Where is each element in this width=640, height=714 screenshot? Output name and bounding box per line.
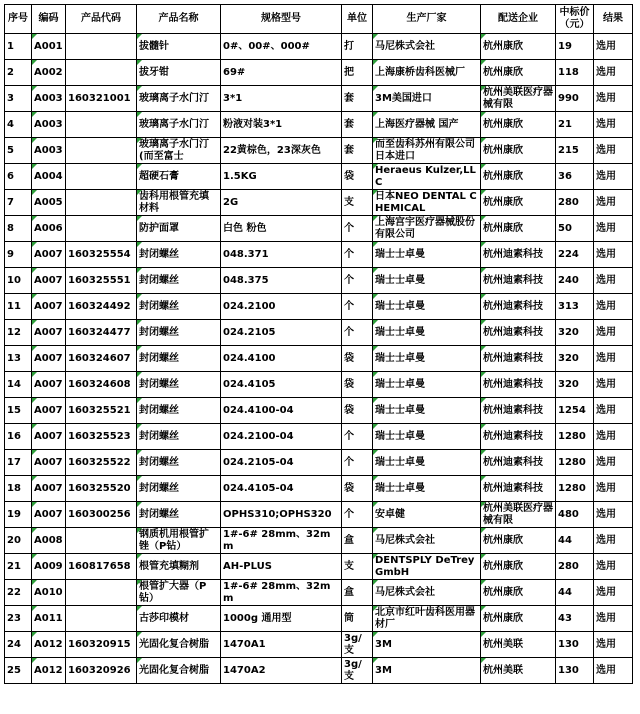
cell-price: 130 <box>556 632 594 658</box>
cell-result: 选用 <box>594 34 633 60</box>
cell-code: A005 <box>32 190 66 216</box>
cell-product-code: 160324608 <box>66 372 137 398</box>
table-row <box>5 346 633 372</box>
cell-name: 封闭螺丝 <box>137 372 221 398</box>
cell-name: 拔牙钳 <box>137 60 221 86</box>
cell-manufacturer: 而至齿科苏州有限公司日本进口 <box>373 138 481 164</box>
cell-name: 封闭螺丝 <box>137 242 221 268</box>
cell-code: A006 <box>32 216 66 242</box>
cell-code: A007 <box>32 242 66 268</box>
cell-distributor: 杭州康欣 <box>481 580 556 606</box>
cell-product-code: 160325522 <box>66 450 137 476</box>
cell-result: 选用 <box>594 60 633 86</box>
cell-unit: 个 <box>342 502 373 528</box>
cell-product-code <box>66 528 137 554</box>
cell-code: A010 <box>32 580 66 606</box>
cell-code: A008 <box>32 528 66 554</box>
cell-unit: 筒 <box>342 606 373 632</box>
cell-seq: 7 <box>5 190 32 216</box>
cell-product-code: 160325551 <box>66 268 137 294</box>
cell-manufacturer: 3M <box>373 632 481 658</box>
table-row <box>5 242 633 268</box>
cell-distributor: 杭州美联 <box>481 658 556 684</box>
cell-unit: 盒 <box>342 580 373 606</box>
cell-unit: 个 <box>342 242 373 268</box>
cell-seq: 11 <box>5 294 32 320</box>
cell-manufacturer: 3M美国进口 <box>373 86 481 112</box>
cell-name: 封闭螺丝 <box>137 502 221 528</box>
table-row <box>5 476 633 502</box>
cell-code: A007 <box>32 398 66 424</box>
cell-product-code <box>66 606 137 632</box>
cell-unit: 个 <box>342 320 373 346</box>
cell-seq: 19 <box>5 502 32 528</box>
table-row <box>5 86 633 112</box>
cell-product-code: 160300256 <box>66 502 137 528</box>
cell-unit: 3g/支 <box>342 632 373 658</box>
cell-seq: 17 <box>5 450 32 476</box>
cell-spec: 024.4105 <box>221 372 342 398</box>
cell-spec: 048.375 <box>221 268 342 294</box>
cell-distributor: 杭州康欣 <box>481 164 556 190</box>
cell-unit: 套 <box>342 112 373 138</box>
cell-code: A007 <box>32 320 66 346</box>
cell-product-code: 160324477 <box>66 320 137 346</box>
cell-manufacturer: 安卓健 <box>373 502 481 528</box>
cell-result: 选用 <box>594 398 633 424</box>
cell-seq: 10 <box>5 268 32 294</box>
cell-seq: 13 <box>5 346 32 372</box>
cell-product-code: 160320915 <box>66 632 137 658</box>
cell-code: A007 <box>32 372 66 398</box>
cell-spec: 粉液对装3*1 <box>221 112 342 138</box>
cell-seq: 24 <box>5 632 32 658</box>
cell-distributor: 杭州康欣 <box>481 34 556 60</box>
cell-code: A007 <box>32 268 66 294</box>
cell-seq: 2 <box>5 60 32 86</box>
cell-spec: 024.4100-04 <box>221 398 342 424</box>
header-unit: 单位 <box>342 5 373 34</box>
table-row <box>5 268 633 294</box>
cell-seq: 4 <box>5 112 32 138</box>
cell-seq: 3 <box>5 86 32 112</box>
cell-result: 选用 <box>594 242 633 268</box>
cell-manufacturer: 瑞士士卓曼 <box>373 450 481 476</box>
cell-manufacturer: 北京市红叶齿科医用器材厂 <box>373 606 481 632</box>
cell-unit: 打 <box>342 34 373 60</box>
cell-result: 选用 <box>594 372 633 398</box>
cell-distributor: 杭州迪素科技 <box>481 320 556 346</box>
cell-seq: 5 <box>5 138 32 164</box>
header-distributor: 配送企业 <box>481 5 556 34</box>
cell-name: 超硬石膏 <box>137 164 221 190</box>
cell-product-code <box>66 164 137 190</box>
cell-seq: 14 <box>5 372 32 398</box>
cell-result: 选用 <box>594 606 633 632</box>
cell-code: A003 <box>32 86 66 112</box>
cell-price: 19 <box>556 34 594 60</box>
cell-spec: 3*1 <box>221 86 342 112</box>
cell-result: 选用 <box>594 216 633 242</box>
cell-spec: 1000g 通用型 <box>221 606 342 632</box>
cell-code: A012 <box>32 632 66 658</box>
cell-unit: 袋 <box>342 164 373 190</box>
cell-result: 选用 <box>594 632 633 658</box>
cell-unit: 袋 <box>342 372 373 398</box>
cell-spec: 024.2105 <box>221 320 342 346</box>
cell-product-code <box>66 34 137 60</box>
cell-spec: 22黄棕色，23深灰色 <box>221 138 342 164</box>
cell-unit: 把 <box>342 60 373 86</box>
cell-result: 选用 <box>594 658 633 684</box>
cell-spec: 1.5KG <box>221 164 342 190</box>
cell-name: 古莎印模材 <box>137 606 221 632</box>
cell-manufacturer: 瑞士士卓曼 <box>373 398 481 424</box>
table-row <box>5 398 633 424</box>
cell-manufacturer: 马尼株式会社 <box>373 34 481 60</box>
cell-result: 选用 <box>594 554 633 580</box>
cell-spec: 2G <box>221 190 342 216</box>
cell-product-code <box>66 580 137 606</box>
header-name: 产品名称 <box>137 5 221 34</box>
cell-manufacturer: 上海康桥齿科医械厂 <box>373 60 481 86</box>
cell-name: 封闭螺丝 <box>137 268 221 294</box>
cell-distributor: 杭州迪素科技 <box>481 476 556 502</box>
cell-name: 齿科用根管充填材料 <box>137 190 221 216</box>
cell-price: 44 <box>556 528 594 554</box>
cell-distributor: 杭州迪素科技 <box>481 268 556 294</box>
table-row <box>5 658 633 684</box>
cell-manufacturer: 瑞士士卓曼 <box>373 424 481 450</box>
header-product-code: 产品代码 <box>66 5 137 34</box>
cell-spec: 024.2105-04 <box>221 450 342 476</box>
cell-price: 118 <box>556 60 594 86</box>
cell-manufacturer: DENTSPLY DeTrey GmbH <box>373 554 481 580</box>
header-result: 结果 <box>594 5 633 34</box>
table-row <box>5 606 633 632</box>
cell-product-code <box>66 138 137 164</box>
cell-code: A007 <box>32 450 66 476</box>
table-row <box>5 632 633 658</box>
table-row <box>5 372 633 398</box>
cell-price: 44 <box>556 580 594 606</box>
cell-code: A007 <box>32 502 66 528</box>
cell-price: 50 <box>556 216 594 242</box>
cell-product-code: 160325523 <box>66 424 137 450</box>
cell-code: A003 <box>32 112 66 138</box>
cell-unit: 个 <box>342 216 373 242</box>
header-row <box>5 5 633 34</box>
table-row <box>5 554 633 580</box>
cell-result: 选用 <box>594 86 633 112</box>
table-row <box>5 294 633 320</box>
cell-price: 130 <box>556 658 594 684</box>
cell-unit: 套 <box>342 86 373 112</box>
cell-seq: 22 <box>5 580 32 606</box>
cell-code: A011 <box>32 606 66 632</box>
cell-distributor: 杭州迪素科技 <box>481 372 556 398</box>
cell-price: 1280 <box>556 424 594 450</box>
cell-manufacturer: Heraeus Kulzer,LLC <box>373 164 481 190</box>
cell-code: A002 <box>32 60 66 86</box>
cell-seq: 25 <box>5 658 32 684</box>
cell-spec: 048.371 <box>221 242 342 268</box>
cell-distributor: 杭州康欣 <box>481 60 556 86</box>
cell-distributor: 杭州康欣 <box>481 138 556 164</box>
cell-seq: 8 <box>5 216 32 242</box>
cell-product-code: 160817658 <box>66 554 137 580</box>
table-row <box>5 424 633 450</box>
cell-distributor: 杭州美联医疗器械有限 <box>481 502 556 528</box>
cell-distributor: 杭州康欣 <box>481 554 556 580</box>
cell-product-code <box>66 112 137 138</box>
cell-manufacturer: 日本NEO DENTAL CHEMICAL <box>373 190 481 216</box>
cell-name: 根管充填糊剂 <box>137 554 221 580</box>
cell-manufacturer: 马尼株式会社 <box>373 580 481 606</box>
table-row <box>5 60 633 86</box>
cell-result: 选用 <box>594 268 633 294</box>
cell-price: 21 <box>556 112 594 138</box>
cell-spec: 024.4105-04 <box>221 476 342 502</box>
cell-price: 224 <box>556 242 594 268</box>
cell-product-code <box>66 216 137 242</box>
cell-distributor: 杭州美联 <box>481 632 556 658</box>
cell-seq: 15 <box>5 398 32 424</box>
cell-manufacturer: 3M <box>373 658 481 684</box>
cell-name: 玻璃离子水门汀(而至富士 <box>137 138 221 164</box>
table-row <box>5 216 633 242</box>
cell-price: 990 <box>556 86 594 112</box>
cell-manufacturer: 瑞士士卓曼 <box>373 320 481 346</box>
header-spec: 规格型号 <box>221 5 342 34</box>
cell-spec: AH-PLUS <box>221 554 342 580</box>
cell-distributor: 杭州康欣 <box>481 216 556 242</box>
cell-seq: 20 <box>5 528 32 554</box>
cell-name: 封闭螺丝 <box>137 294 221 320</box>
cell-name: 封闭螺丝 <box>137 476 221 502</box>
cell-price: 320 <box>556 320 594 346</box>
cell-price: 313 <box>556 294 594 320</box>
cell-unit: 支 <box>342 554 373 580</box>
cell-result: 选用 <box>594 580 633 606</box>
cell-distributor: 杭州康欣 <box>481 112 556 138</box>
cell-manufacturer: 瑞士士卓曼 <box>373 346 481 372</box>
cell-spec: 1470A1 <box>221 632 342 658</box>
cell-distributor: 杭州康欣 <box>481 606 556 632</box>
cell-product-code: 160325520 <box>66 476 137 502</box>
cell-price: 1254 <box>556 398 594 424</box>
cell-price: 320 <box>556 372 594 398</box>
cell-name: 根管扩大器（P钻） <box>137 580 221 606</box>
cell-distributor: 杭州迪素科技 <box>481 294 556 320</box>
cell-product-code: 160320926 <box>66 658 137 684</box>
cell-spec: 024.2100-04 <box>221 424 342 450</box>
cell-result: 选用 <box>594 450 633 476</box>
cell-seq: 23 <box>5 606 32 632</box>
cell-spec: 024.2100 <box>221 294 342 320</box>
cell-product-code: 160325521 <box>66 398 137 424</box>
cell-code: A004 <box>32 164 66 190</box>
cell-name: 光固化复合树脂 <box>137 658 221 684</box>
cell-manufacturer: 瑞士士卓曼 <box>373 294 481 320</box>
cell-result: 选用 <box>594 502 633 528</box>
cell-code: A007 <box>32 346 66 372</box>
cell-product-code <box>66 190 137 216</box>
cell-result: 选用 <box>594 190 633 216</box>
cell-seq: 1 <box>5 34 32 60</box>
cell-manufacturer: 上海医疗器械 国产 <box>373 112 481 138</box>
cell-price: 215 <box>556 138 594 164</box>
cell-code: A009 <box>32 554 66 580</box>
procurement-table <box>4 4 633 684</box>
cell-manufacturer: 上海宫宇医疗器械股份有限公司 <box>373 216 481 242</box>
cell-result: 选用 <box>594 112 633 138</box>
cell-seq: 18 <box>5 476 32 502</box>
cell-product-code: 160325554 <box>66 242 137 268</box>
cell-product-code: 160321001 <box>66 86 137 112</box>
cell-price: 43 <box>556 606 594 632</box>
cell-code: A007 <box>32 424 66 450</box>
cell-spec: 白色 粉色 <box>221 216 342 242</box>
cell-name: 防护面罩 <box>137 216 221 242</box>
table-row <box>5 190 633 216</box>
table-row <box>5 34 633 60</box>
header-manufacturer: 生产厂家 <box>373 5 481 34</box>
cell-code: A003 <box>32 138 66 164</box>
cell-distributor: 杭州迪素科技 <box>481 346 556 372</box>
cell-name: 玻璃离子水门汀 <box>137 86 221 112</box>
table-row <box>5 450 633 476</box>
cell-price: 480 <box>556 502 594 528</box>
cell-seq: 12 <box>5 320 32 346</box>
cell-manufacturer: 马尼株式会社 <box>373 528 481 554</box>
table-row <box>5 320 633 346</box>
cell-price: 1280 <box>556 476 594 502</box>
cell-seq: 16 <box>5 424 32 450</box>
table-row <box>5 112 633 138</box>
cell-price: 1280 <box>556 450 594 476</box>
cell-name: 封闭螺丝 <box>137 320 221 346</box>
cell-result: 选用 <box>594 476 633 502</box>
cell-result: 选用 <box>594 346 633 372</box>
cell-result: 选用 <box>594 294 633 320</box>
header-price: 中标价（元） <box>556 5 594 34</box>
cell-manufacturer: 瑞士士卓曼 <box>373 268 481 294</box>
cell-price: 280 <box>556 554 594 580</box>
cell-unit: 个 <box>342 450 373 476</box>
cell-unit: 袋 <box>342 398 373 424</box>
cell-unit: 个 <box>342 424 373 450</box>
cell-seq: 9 <box>5 242 32 268</box>
table-row <box>5 138 633 164</box>
cell-spec: 1#-6# 28mm、32mm <box>221 580 342 606</box>
cell-name: 钢质机用根管扩锉（P钻） <box>137 528 221 554</box>
cell-unit: 3g/支 <box>342 658 373 684</box>
cell-name: 封闭螺丝 <box>137 450 221 476</box>
cell-distributor: 杭州迪素科技 <box>481 398 556 424</box>
cell-unit: 套 <box>342 138 373 164</box>
cell-code: A012 <box>32 658 66 684</box>
cell-manufacturer: 瑞士士卓曼 <box>373 372 481 398</box>
cell-result: 选用 <box>594 424 633 450</box>
header-code: 编码 <box>32 5 66 34</box>
cell-spec: 69# <box>221 60 342 86</box>
cell-price: 320 <box>556 346 594 372</box>
cell-unit: 袋 <box>342 476 373 502</box>
cell-unit: 盒 <box>342 528 373 554</box>
table-row <box>5 528 633 554</box>
cell-name: 玻璃离子水门汀 <box>137 112 221 138</box>
cell-name: 光固化复合树脂 <box>137 632 221 658</box>
cell-product-code <box>66 60 137 86</box>
table-row <box>5 164 633 190</box>
cell-name: 封闭螺丝 <box>137 424 221 450</box>
cell-price: 280 <box>556 190 594 216</box>
cell-code: A007 <box>32 476 66 502</box>
cell-unit: 袋 <box>342 346 373 372</box>
cell-spec: 024.4100 <box>221 346 342 372</box>
cell-result: 选用 <box>594 164 633 190</box>
cell-distributor: 杭州迪素科技 <box>481 450 556 476</box>
cell-spec: 1#-6# 28mm、32mm <box>221 528 342 554</box>
cell-distributor: 杭州康欣 <box>481 528 556 554</box>
cell-name: 封闭螺丝 <box>137 398 221 424</box>
cell-product-code: 160324607 <box>66 346 137 372</box>
cell-spec: OPHS310;OPHS320 <box>221 502 342 528</box>
cell-price: 36 <box>556 164 594 190</box>
cell-price: 240 <box>556 268 594 294</box>
cell-unit: 个 <box>342 294 373 320</box>
table-row <box>5 580 633 606</box>
cell-distributor: 杭州迪素科技 <box>481 242 556 268</box>
cell-distributor: 杭州康欣 <box>481 190 556 216</box>
cell-product-code: 160324492 <box>66 294 137 320</box>
cell-result: 选用 <box>594 528 633 554</box>
cell-result: 选用 <box>594 138 633 164</box>
cell-seq: 6 <box>5 164 32 190</box>
cell-unit: 个 <box>342 268 373 294</box>
cell-manufacturer: 瑞士士卓曼 <box>373 242 481 268</box>
cell-name: 封闭螺丝 <box>137 346 221 372</box>
cell-distributor: 杭州迪素科技 <box>481 424 556 450</box>
header-seq: 序号 <box>5 5 32 34</box>
cell-spec: 0#、00#、000# <box>221 34 342 60</box>
cell-name: 拔髓针 <box>137 34 221 60</box>
cell-seq: 21 <box>5 554 32 580</box>
cell-manufacturer: 瑞士士卓曼 <box>373 476 481 502</box>
table-row <box>5 502 633 528</box>
cell-result: 选用 <box>594 320 633 346</box>
cell-spec: 1470A2 <box>221 658 342 684</box>
cell-unit: 支 <box>342 190 373 216</box>
cell-distributor: 杭州美联医疗器械有限 <box>481 86 556 112</box>
cell-code: A001 <box>32 34 66 60</box>
cell-code: A007 <box>32 294 66 320</box>
